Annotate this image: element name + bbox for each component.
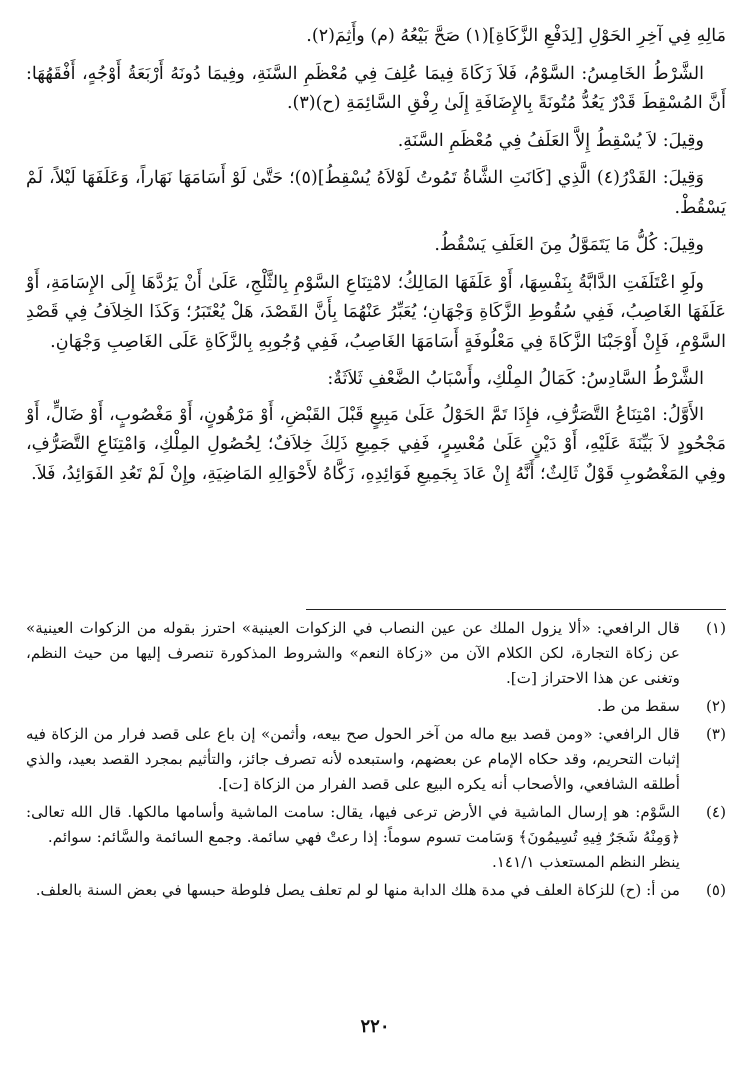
footnote-3 (26, 722, 726, 797)
paragraph-6: ولَوِ اعْتَلَفَتِ الدَّابَّةُ بِنَفْسِهَا، أَوْ عَلَفَهَا المَالِكُ؛ لامْتِنَاعِ السَّوْمِ بِالثَّلْجِ، عَلَىٰ أَنْ يَرُدَّهَا إِلَى الإِسَامَةِ، أَوْ عَلَفَهَا الغَاصِبُ، فَفِي سُقُوطِ الزَّكَاةِ وَجْهَانِ؛ يُعَبِّرُ عَنْهُمَا بِأَنَّ القَصْدَ، هَلْ يُعْتَبَرُ؛ وَكَذَا الخِلاَفُ فِي قَصْدِ السَّوْمِ، فَإِنْ أَوْجَبْنَا الزَّكَاةَ فِي مَعْلُوفَةٍ أَسَامَهَا الغَاصِبُ، فَفِي وُجُوبِهِ بِالزَّكَاةِ عَلَى الغَاصِبِ وَجْهَانِ. (26, 272, 726, 352)
paragraph-8: الأَوَّلُ: امْتِنَاعُ التَّصَرُّفِ، فإِذَا تَمَّ الحَوْلُ عَلَىٰ مَبِيعٍ قَبْلَ القَبْضِ، أَوْ مَرْهُونٍ، أَوْ مَغْصُوبٍ، أَوْ ضَالٍّ، أَوْ مَجْحُودٍ لاَ بَيِّنَةَ عَلَيْهِ، أَوْ دَيْنٍ عَلَىٰ مُعْسِرٍ، فَفِي جَمِيعِ ذَلِكَ خِلاَفٌ؛ لِحُصُولِ المِلْكِ، وَامْتِنَاعِ التَّصَرُّفِ، وفِي المَغْصُوبِ قَوْلٌ ثَالِثٌ؛ أَنَّهُ إِنْ عَادَ بِجَمِيعِ فَوَائِدِهِ، زَكَّاهُ لأَحْوَالِهِ المَاضِيَةِ، وإِنْ لَمْ تَعُدِ الفَوَائِدُ، فَلاَ. (26, 404, 726, 484)
paragraph-5: وقِيلَ: كُلُّ مَا يَتَمَوَّلُ مِنَ العَلَفِ يَسْقُطُ. (434, 235, 704, 255)
paragraph-4: وَقِيلَ: القَدْرُ(٤) الَّذِي [كَانَتِ الشَّاةُ تَمُوتُ لَوْلاَهُ يُسْقِطُ](٥)؛ حَتَّىٰ لَوْ أَسَامَهَا نَهَاراً، وَعَلَفَهَا لَيْلاً، لَمْ يَسْقُطْ. (26, 168, 726, 218)
footnote-text: قال الرافعي: «ومن قصد بيع ماله من آخر الحول صح بيعه، وأثمن» إن باع على قصد فرار من الزكاة فيه إثبات التحريم، وقد حكاه الإمام عن بعضهم، واستبعده لأنه تصرف جائز، والتأثيم بمجرد القصد بعيد، والذي أطلقه الشافعي، والأصحاب أنه يكره البيع على قصد الفرار من الزكاة [ت]. (26, 725, 680, 793)
paragraph-3: وقِيلَ: لاَ يُسْقِطُ إِلاَّ العَلَفُ فِي مُعْظَمِ السَّنَةِ. (397, 130, 704, 151)
footnotes (26, 616, 726, 906)
footnote-number: (٤) (705, 803, 726, 821)
footnote-text: من أ: (ح) للزكاة العلف في مدة هلك الدابة منها لو لم تعلف يصل فلوطة حبسها في بعض السنة بالعلف. (35, 881, 680, 899)
footnote-number: (٥) (705, 881, 726, 899)
footnote-reference: ينظر النظم المستعذب ١٤١/١. (491, 853, 680, 871)
footnote-text: قال الرافعي: «ألا يزول الملك عن عين النصاب في الزكوات العينية» احترز بقوله من الزكوات العينية» عن زكاة التجارة، لكن الكلام الآن من «زكاة النعم» والشروط المذكورة تنصرف إليها من حيث النظم، وتغنى عن هذا الاحتراز [ت]. (26, 619, 680, 687)
footnote-text-wrap (26, 800, 680, 875)
footnote-5 (26, 878, 726, 903)
footnote-number: (٣) (705, 725, 726, 743)
footnote-text: سقط من ط. (596, 697, 680, 715)
footnote-divider (306, 609, 726, 610)
footnote-1 (26, 616, 726, 691)
footnote-text: السَّوْم: هو إرسال الماشية في الأرض ترعى فيها، يقال: سامت الماشية وأسامها مالكها. قال الله تعالى: ﴿وَمِنْهُ شَجَرٌ فِيهِ تُسِيمُونَ﴾ وَسَامت تسوم سوماً: إذا رعتْ فهي سائمة. وجمع السائمة والسَّائم: سوائم. (26, 803, 680, 846)
footnote-4 (26, 800, 726, 875)
page-number: ٢٢٠ (360, 1016, 390, 1037)
footnote-number: (١) (705, 619, 726, 637)
paragraph-2: الشَّرْطُ الخَامِسُ: السَّوْمُ، فَلاَ زَكَاةَ فِيمَا عُلِفَ فِي مُعْظَمِ السَّنَةِ، وفِيمَا دُونَهُ أَرْبَعَةُ أَوْجُهٍ، أَفْقَهُهَا: أَنَّ المُسْقِطَ قَدْرٌ يَعُدُّ مُتُونَةً بِالإِضَافَةِ إِلَىٰ رِفْقِ السَّائِمَةِ (ح)(٣). (26, 63, 726, 113)
footnote-2 (26, 694, 726, 719)
paragraph-7: الشَّرْطُ السَّادِسُ: كَمَالُ المِلْكِ، وأَسْبَابُ الضَّعْفِ ثَلاَثَةٌ: (327, 369, 704, 389)
main-text (26, 22, 726, 497)
footnote-number: (٢) (705, 697, 726, 715)
paragraph-1: مَالِهِ فِي آخِرِ الحَوْلِ [لِدَفْعِ الزَّكَاةِ](١) صَحَّ بَيْعُهُ (م) وأَثِمَ(٢). (306, 26, 726, 46)
